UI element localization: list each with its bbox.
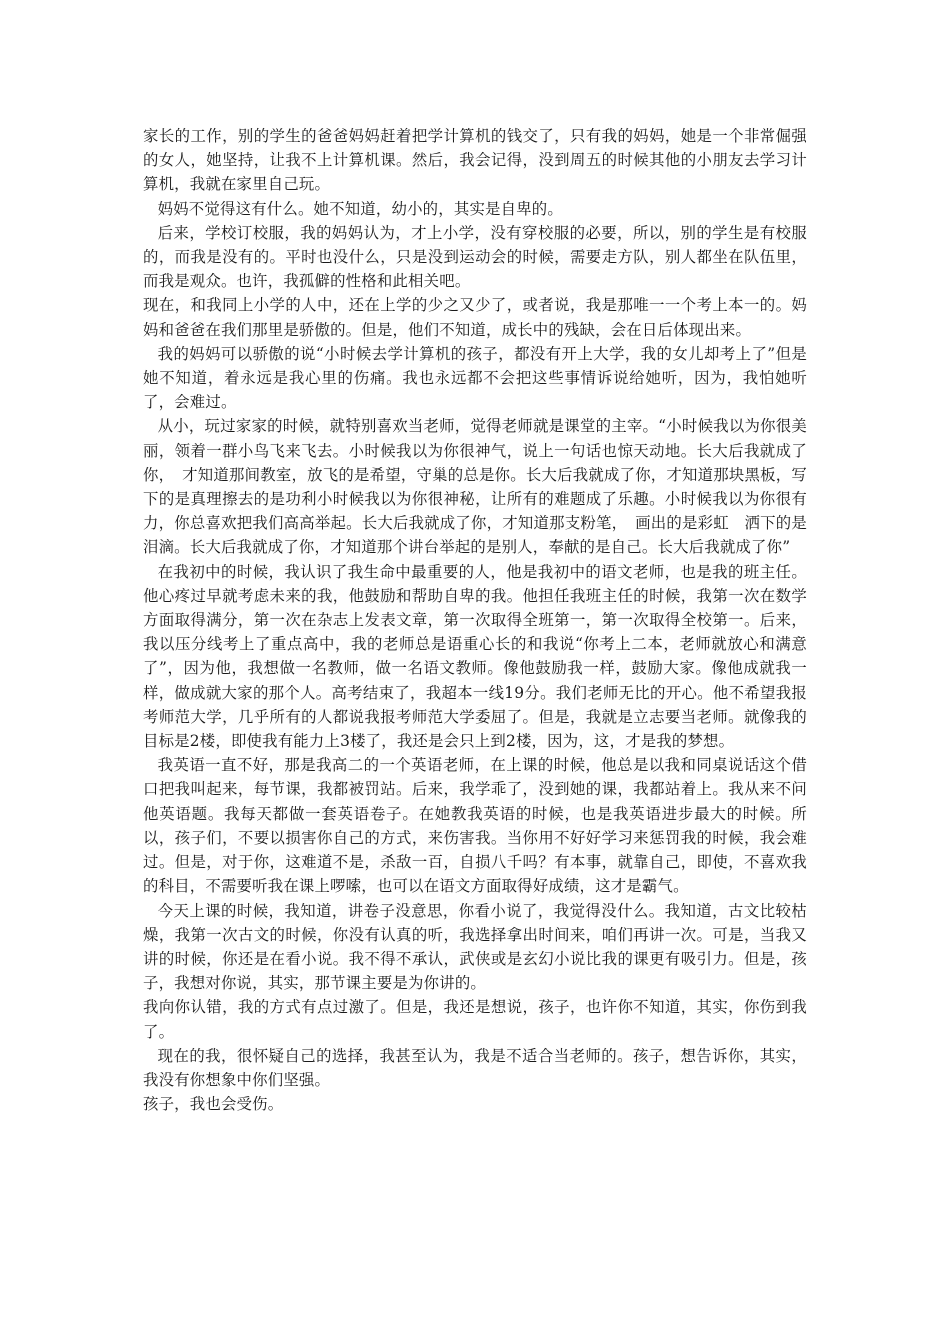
paragraph: 在我初中的时候，我认识了我生命中最重要的人，他是我初中的语文老师，也是我的班主任。他心疼过早就考虑未来的我，他鼓励和帮助自卑的我。他担任我班主任的时候，我第一次在数学方面取得满分，第一次在杂志上发表文章，第一次取得全班第一，第一次取得全校第一。后来，我以压分线考上了重点高中，我的老师总是语重心长的和我说“你考上二本，老师就放心和满意了”，因为他，我想做一名教师，做一名语文教师。像他鼓励我一样，鼓励大家。像他成就我一样，做成就大家的那个人。高考结束了，我超本一线19分。我们老师无比的开心。他不希望我报考师范大学，几乎所有的人都说我报考师范大学委屈了。但是，我就是立志要当老师。就像我的目标是2楼，即使我有能力上3楼了，我还是会只上到2楼，因为，这，才是我的梦想。 [143, 562, 807, 751]
paragraph: 我向你认错，我的方式有点过激了。但是，我还是想说，孩子，也许你不知道，其实，你伤到我了。 [143, 998, 807, 1041]
paragraph: 家长的工作，别的学生的爸爸妈妈赶着把学计算机的钱交了，只有我的妈妈，她是一个非常倔强的女人，她坚持，让我不上计算机课。然后，我会记得，没到周五的时候其他的小朋友去学习计算机，我就在家里自己玩。 [143, 127, 807, 194]
paragraph: 我的妈妈可以骄傲的说“小时候去学计算机的孩子，都没有开上大学，我的女儿却考上了”但是她不知道，着永远是我心里的伤痛。我也永远都不会把这些事情诉说给她听，因为，我怕她听了，会难过。 [143, 344, 807, 412]
paragraph: 妈妈不觉得这有什么。她不知道，幼小的，其实是自卑的。 [157, 199, 563, 218]
paragraph: 后来，学校订校服，我的妈妈认为，才上小学，没有穿校服的必要，所以，别的学生是有校服的，而我是没有的。平时也没什么，只是没到运动会的时候，需要走方队，别人都坐在队伍里，而我是观众。也许，我孤僻的性格和此相关吧。 [143, 223, 807, 291]
paragraph: 现在的我，很怀疑自己的选择，我甚至认为，我是不适合当老师的。孩子，想告诉你，其实，我没有你想象中你们坚强。 [143, 1046, 807, 1089]
paragraph: 从小，玩过家家的时候，就特别喜欢当老师，觉得老师就是课堂的主宰。“小时候我以为你很美丽，领着一群小鸟飞来飞去。小时候我以为你很神气，说上一句话也惊天动地。长大后我就成了你， 才知道那间教室，放飞的是希望，守巢的总是你。长大后我就成了你，才知道那块黑板，写下的是真理擦去的是功利小时候我以为你很神秘，让所有的难题成了乐趣。小时候我以为你很有力，你总喜欢把我们高高举起。长大后我就成了你，才知道那支粉笔， 画出的是彩虹 洒下的是泪滴。长大后我就成了你，才知道那个讲台举起的是别人，奉献的是自己。长大后我就成了你” [143, 417, 807, 557]
paragraph: 孩子，我也会受伤。 [143, 1095, 284, 1114]
paragraph: 我英语一直不好，那是我高二的一个英语老师，在上课的时候，他总是以我和同桌说话这个借口把我叫起来，每节课，我都被罚站。后来，我学乖了，没到她的课，我都站着上。我从来不问他英语题。我每天都做一套英语卷子。在她教我英语的时候，也是我英语进步最大的时候。所以，孩子们，不要以损害你自己的方式，来伤害我。当你用不好好学习来惩罚我的时候，我会难过。但是，对于你，这难道不是，杀敌一百，自损八千吗？有本事，就靠自己，即使，不喜欢我的科目，不需要听我在课上啰嗦，也可以在语文方面取得好成绩，这才是霸气。 [143, 756, 807, 896]
paragraph: 现在，和我同上小学的人中，还在上学的少之又少了，或者说，我是那唯一一个考上本一的。妈妈和爸爸在我们那里是骄傲的。但是，他们不知道，成长中的残缺，会在日后体现出来。 [143, 296, 807, 339]
paragraph: 今天上课的时候，我知道，讲卷子没意思，你看小说了，我觉得没什么。我知道，古文比较枯燥，我第一次古文的时候，你没有认真的听，我选择拿出时间来，咱们再讲一次。可是，当我又讲的时候，你还是在看小说。我不得不承认，武侠或是玄幻小说比我的课更有吸引力。但是，孩子，我想对你说，其实，那节课主要是为你讲的。 [143, 901, 807, 993]
document-body [143, 124, 807, 1116]
